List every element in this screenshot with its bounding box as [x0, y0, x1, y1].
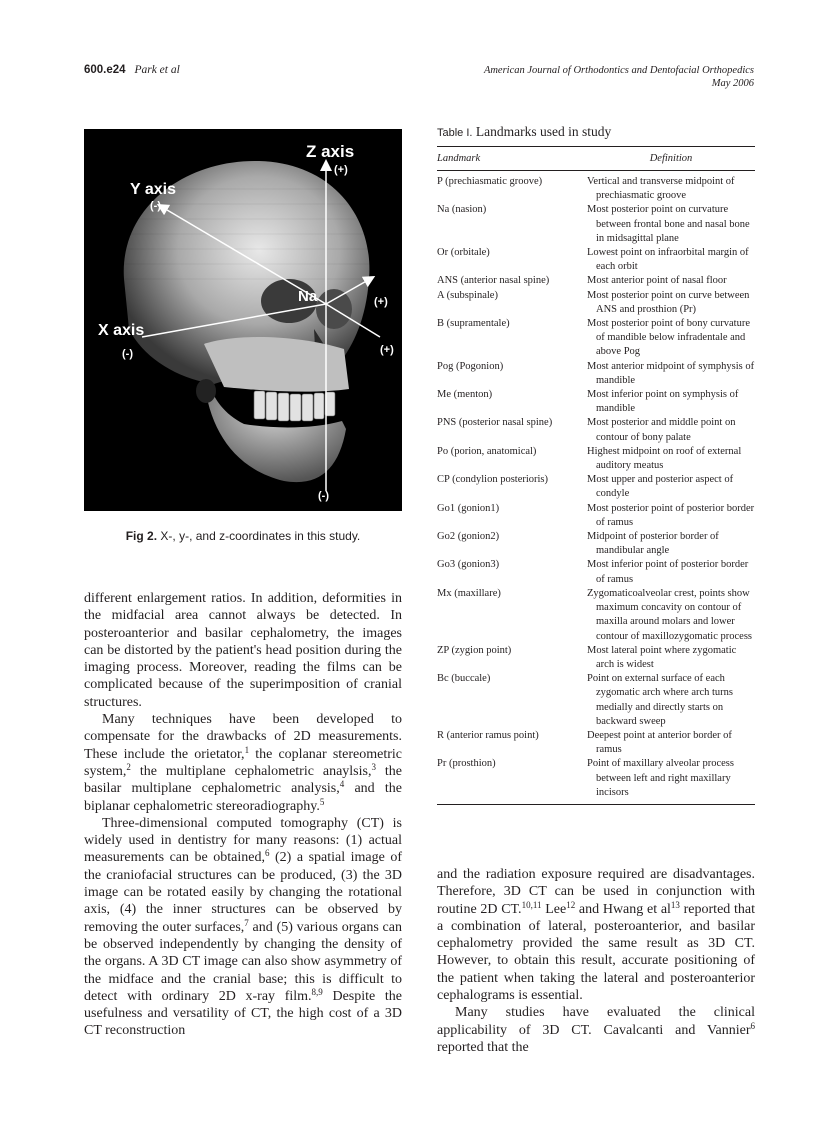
teeth-row [254, 391, 335, 421]
running-authors: Park et al [134, 64, 180, 76]
definition-cell: Most lateral point where zygomatic arch is widest [587, 644, 737, 670]
y-minus-label: (-) [150, 200, 161, 212]
col-header-definition: Definition [649, 153, 693, 164]
landmark-cell: Pog (Pogonion) [437, 360, 504, 372]
definition-cell: Most inferior point of posterior border of ramus [587, 559, 749, 585]
right-column-text [437, 866, 755, 1056]
definition-cell: Deepest point at anterior border of ramus [587, 729, 732, 756]
table-row [437, 317, 755, 360]
issue-date: May 2006 [711, 78, 754, 89]
landmark-cell: Pr (prosthion) [437, 758, 496, 770]
landmark-cell: CP (condylion posterioris) [437, 474, 549, 486]
definition-cell: Most posterior point on curve between ANS and prosthion (Pr) [587, 289, 750, 315]
definition-cell: Point on external surface of each zygomatic arch where arch turns medially and directly starts on backward sweep [587, 673, 734, 727]
page-number: 600.e24 [84, 64, 126, 76]
landmark-cell: Po (porion, anatomical) [437, 445, 537, 457]
table-row [437, 175, 755, 203]
x-minus-label: (-) [122, 348, 133, 360]
paragraph-4: and the radiation exposure required are disadvantages. Therefore, 3D CT can be used in conjunction with routine 2D CT.$^{10,11}$ Lee$^{12}$ and Hwang et $al^{13}$ reported that a combination of lateral, posteroanterior, and basilar cephalometry provided the same result as 3D CT. However, to obtain this result, accurate positioning of the patient when taking the lateral and posteroanterior cephalograms is essential. [437, 867, 755, 1004]
definition-cell: Most posterior point of posterior border of ramus [587, 502, 755, 528]
figure-caption-text: X-, y-, and z-coordinates in this study. [160, 529, 361, 543]
definition-cell: Most posterior point of bony curvature of mandible below infradentale and above Pog [587, 318, 751, 358]
table-row [437, 587, 755, 644]
table-row [437, 672, 755, 729]
definition-cell: Vertical and transverse midpoint of prechiasmatic groove [587, 176, 735, 202]
z-axis-label: Z axis [306, 142, 355, 161]
table-row [437, 289, 755, 317]
definition-cell: Midpoint of posterior border of mandibular angle [587, 531, 719, 557]
running-header-left [84, 64, 180, 76]
landmark-cell: B (supramentale) [437, 318, 510, 330]
landmarks-table [437, 124, 755, 805]
journal-name: American Journal of Orthodontics and Dentofacial Orthopedics [483, 65, 754, 76]
table-row [437, 757, 755, 800]
table-row [437, 388, 755, 416]
landmark-cell: PNS (posterior nasal spine) [437, 417, 553, 429]
table-body [437, 171, 755, 804]
definition-cell: Lowest point on infraorbital margin of each orbit [587, 247, 749, 273]
definition-cell: Most anterior midpoint of symphysis of mandible [587, 360, 755, 386]
table-row [437, 274, 755, 288]
table-row [437, 445, 755, 473]
landmark-cell: Bc (buccale) [437, 673, 491, 685]
landmark-cell: Mx (maxillare) [437, 587, 501, 599]
x-plus-label: (+) [380, 344, 394, 356]
y-plus-label: (+) [374, 296, 388, 308]
definition-cell: Most anterior point of nasal floor [587, 275, 727, 287]
landmark-cell: Go1 (gonion1) [437, 502, 500, 514]
col-header-landmark: Landmark [437, 153, 481, 164]
table-row [437, 360, 755, 388]
na-label: Na [298, 288, 318, 305]
table-title [437, 124, 755, 140]
landmark-cell: P (prechiasmatic groove) [437, 176, 543, 187]
ct-skull-figure [84, 129, 402, 511]
ct-skull-image [84, 129, 402, 511]
paragraph-3: Three-dimensional computed tomography (CT) is widely used in dentistry for many reasons: (1) actual measurements can be obtained,$^6$ (2) a spatial image of the craniofacial structures can be produced, (3) the 3D image can be rotated easily by changing the rotational axis, (4) the inner structures can be observed by removing the outer surfaces,$^7$ and (5) various organs can be observed independently by changing the density of the organs. A 3D CT image can also show asymmetry of the midface and the cranial base; this is difficult to detect with ordinary 2D x-ray film.$^{8,9}$ Despite the usefulness and versatility of CT, the high cost of a 3D CT reconstruction [84, 815, 403, 1039]
definition-cell: Point of maxillary alveolar process between left and right maxillary incisors [587, 758, 734, 798]
table-title-text: Landmarks used in study [475, 124, 612, 139]
table-row [437, 473, 755, 501]
table-row [437, 246, 755, 274]
table-label: Table I. [437, 127, 473, 139]
definition-cell: Most posterior point on curvature between frontal bone and nasal bone in midsagittal plane [587, 204, 750, 244]
table-row [437, 203, 755, 246]
definition-cell: Highest midpoint on roof of external auditory meatus [587, 445, 742, 472]
landmark-cell: Go3 (gonion3) [437, 559, 500, 571]
landmark-cell: Me (menton) [437, 389, 493, 401]
y-axis-label: Y axis [130, 181, 176, 198]
figure-caption [84, 529, 402, 543]
table-row [437, 644, 755, 672]
definition-cell: Most upper and posterior aspect of condyle [587, 474, 734, 500]
landmark-cell: R (anterior ramus point) [437, 729, 539, 741]
landmark-cell: ANS (anterior nasal spine) [437, 275, 550, 287]
z-minus-label: (-) [318, 490, 329, 502]
landmark-cell: ZP (zygion point) [437, 644, 512, 656]
paragraph-5: Many studies have evaluated the clinical applicability of 3D CT. Cavalcanti and Vannier$^6$ reported that the [437, 1005, 755, 1055]
table-row [437, 502, 755, 530]
definition-cell: Most posterior and middle point on contour of bony palate [587, 417, 736, 443]
table-header [437, 147, 755, 170]
landmark-cell: Or (orbitale) [437, 247, 490, 259]
paragraph-1: different enlargement ratios. In addition, deformities in the midfacial area cannot always be detected. In posteroanterior and basilar cephalometry, the images can be distorted by the patient's head position during the imaging process. Moreover, reading the films can be complicated because of the superimposition of cranial structures. [84, 591, 402, 710]
left-column-text [84, 590, 402, 1040]
landmark-cell: Go2 (gonion2) [437, 531, 500, 543]
table-row [437, 729, 755, 757]
landmark-cell: A (subspinale) [437, 289, 498, 301]
x-axis-label: X axis [98, 322, 145, 339]
table-row [437, 530, 755, 558]
table-row [437, 558, 755, 586]
definition-cell: Most inferior point on symphysis of mandible [587, 389, 739, 415]
z-plus-label: (+) [334, 164, 348, 176]
landmark-cell: Na (nasion) [437, 204, 487, 216]
figure-caption-label: Fig 2. [125, 529, 158, 543]
definition-cell: Zygomaticoalveolar crest, points show maximum concavity on contour of maxilla around molars and lower contour of maxillozygomatic process [587, 587, 752, 642]
table-row [437, 416, 755, 444]
running-header-right [484, 64, 754, 90]
paragraph-2: Many techniques have been developed to compensate for the drawbacks of 2D measurements. These include the orietator,$^1$ the coplanar stereometric system,$^2$ the multiplane cephalometric anaylsis,$^3$ the basilar multiplane cephalometric analysis,$^4$ and the biplanar cephalometric stereoradiography.$^5$ [84, 712, 402, 814]
